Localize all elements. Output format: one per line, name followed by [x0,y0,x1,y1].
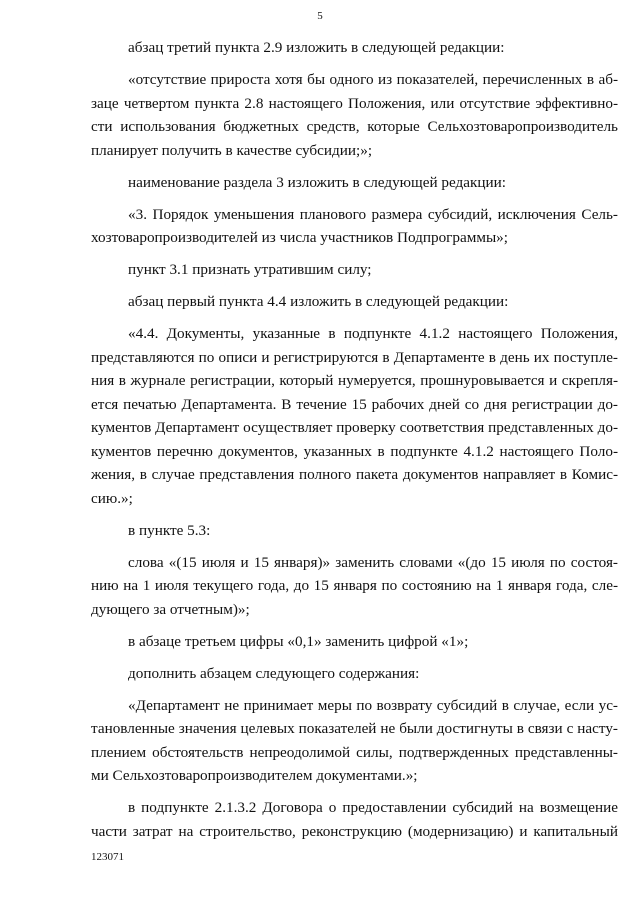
text-line: ми Сельхозтоваропроизводителем документами.»; [91,767,418,784]
page-number: 5 [317,10,323,22]
text-line: в абзаце третьем цифры «0,1» заменить цифрой «1»; [128,632,469,650]
document-body [91,36,618,852]
paragraph [91,694,618,788]
text-line: «3. Порядок уменьшения планового размера субсидий, исключения Сель- [128,205,618,223]
paragraph [91,662,618,686]
text-line: ется печатью Департамента. В течение 15 рабочих дней со дня регистрации до- [91,395,618,413]
text-line: кументов перечню документов, указанных в подпункте 4.1.2 настоящего Поло- [91,442,618,460]
text-line: сию.»; [91,489,133,507]
paragraph [91,290,618,314]
paragraph [91,519,618,543]
text-line: слова «(15 июля и 15 января)» заменить словами «(до 15 июля по состоя- [128,553,618,571]
text-line: представляются по описи и регистрируются в Департаменте в день их поступле- [91,348,618,366]
text-line: ния в журнале регистрации, который нумеруется, прошнуровывается и скрепля- [91,372,618,389]
paragraph [91,171,618,195]
paragraph [91,258,618,282]
text-line: наименование раздела 3 изложить в следующей редакции: [128,173,506,191]
text-line: дополнить абзацем следующего содержания: [128,664,420,682]
paragraph [91,796,618,843]
paragraph [91,551,618,622]
paragraph [91,322,618,510]
text-line: тановленные значения целевых показателей не были достигнуты в связи с насту- [91,720,618,737]
text-line: сти использования бюджетных средств, которые Сельхозтоваропроизводитель [91,118,618,135]
text-line: дующего за отчетным)»; [91,600,250,618]
text-line: «4.4. Документы, указанные в подпункте 4.1.2 настоящего Положения, [128,325,618,342]
text-line: кументов Департамент осуществляет проверку соответствия представленных до- [91,419,618,436]
text-line: планирует получить в качестве субсидии;»; [91,141,373,159]
text-line: пункт 3.1 признать утратившим силу; [128,261,372,278]
text-line: в пункте 5.3: [128,521,211,539]
document-code: 123071 [91,851,124,863]
text-line: абзац третий пункта 2.9 изложить в следующей редакции: [128,39,505,56]
text-line: абзац первый пункта 4.4 изложить в следующей редакции: [128,293,509,310]
text-line: хозтоваропроизводителей из числа участников Подпрограммы»; [91,229,508,246]
text-line: нию на 1 июля текущего года, до 15 января по состоянию на 1 января года, сле- [91,577,618,594]
text-line: части затрат на строительство, реконструкцию (модернизацию) и капитальный [91,822,618,840]
text-line: «отсутствие прироста хотя бы одного из показателей, перечисленных в аб- [128,71,618,88]
text-line: заце четвертом пункта 2.8 настоящего Положения, или отсутствие эффективно- [91,94,618,112]
paragraph [91,630,618,654]
paragraph [91,68,618,162]
text-line: «Департамент не принимает меры по возврату субсидий в случае, если ус- [128,696,618,714]
paragraph [91,203,618,250]
text-line: жения, в случае представления полного пакета документов направляет в Комис- [91,466,618,483]
text-line: плением обстоятельств непреодолимой силы, подтвержденных представленны- [91,743,618,761]
paragraph [91,36,618,60]
text-line: в подпункте 2.1.3.2 Договора о предоставлении субсидий на возмещение [128,799,618,816]
